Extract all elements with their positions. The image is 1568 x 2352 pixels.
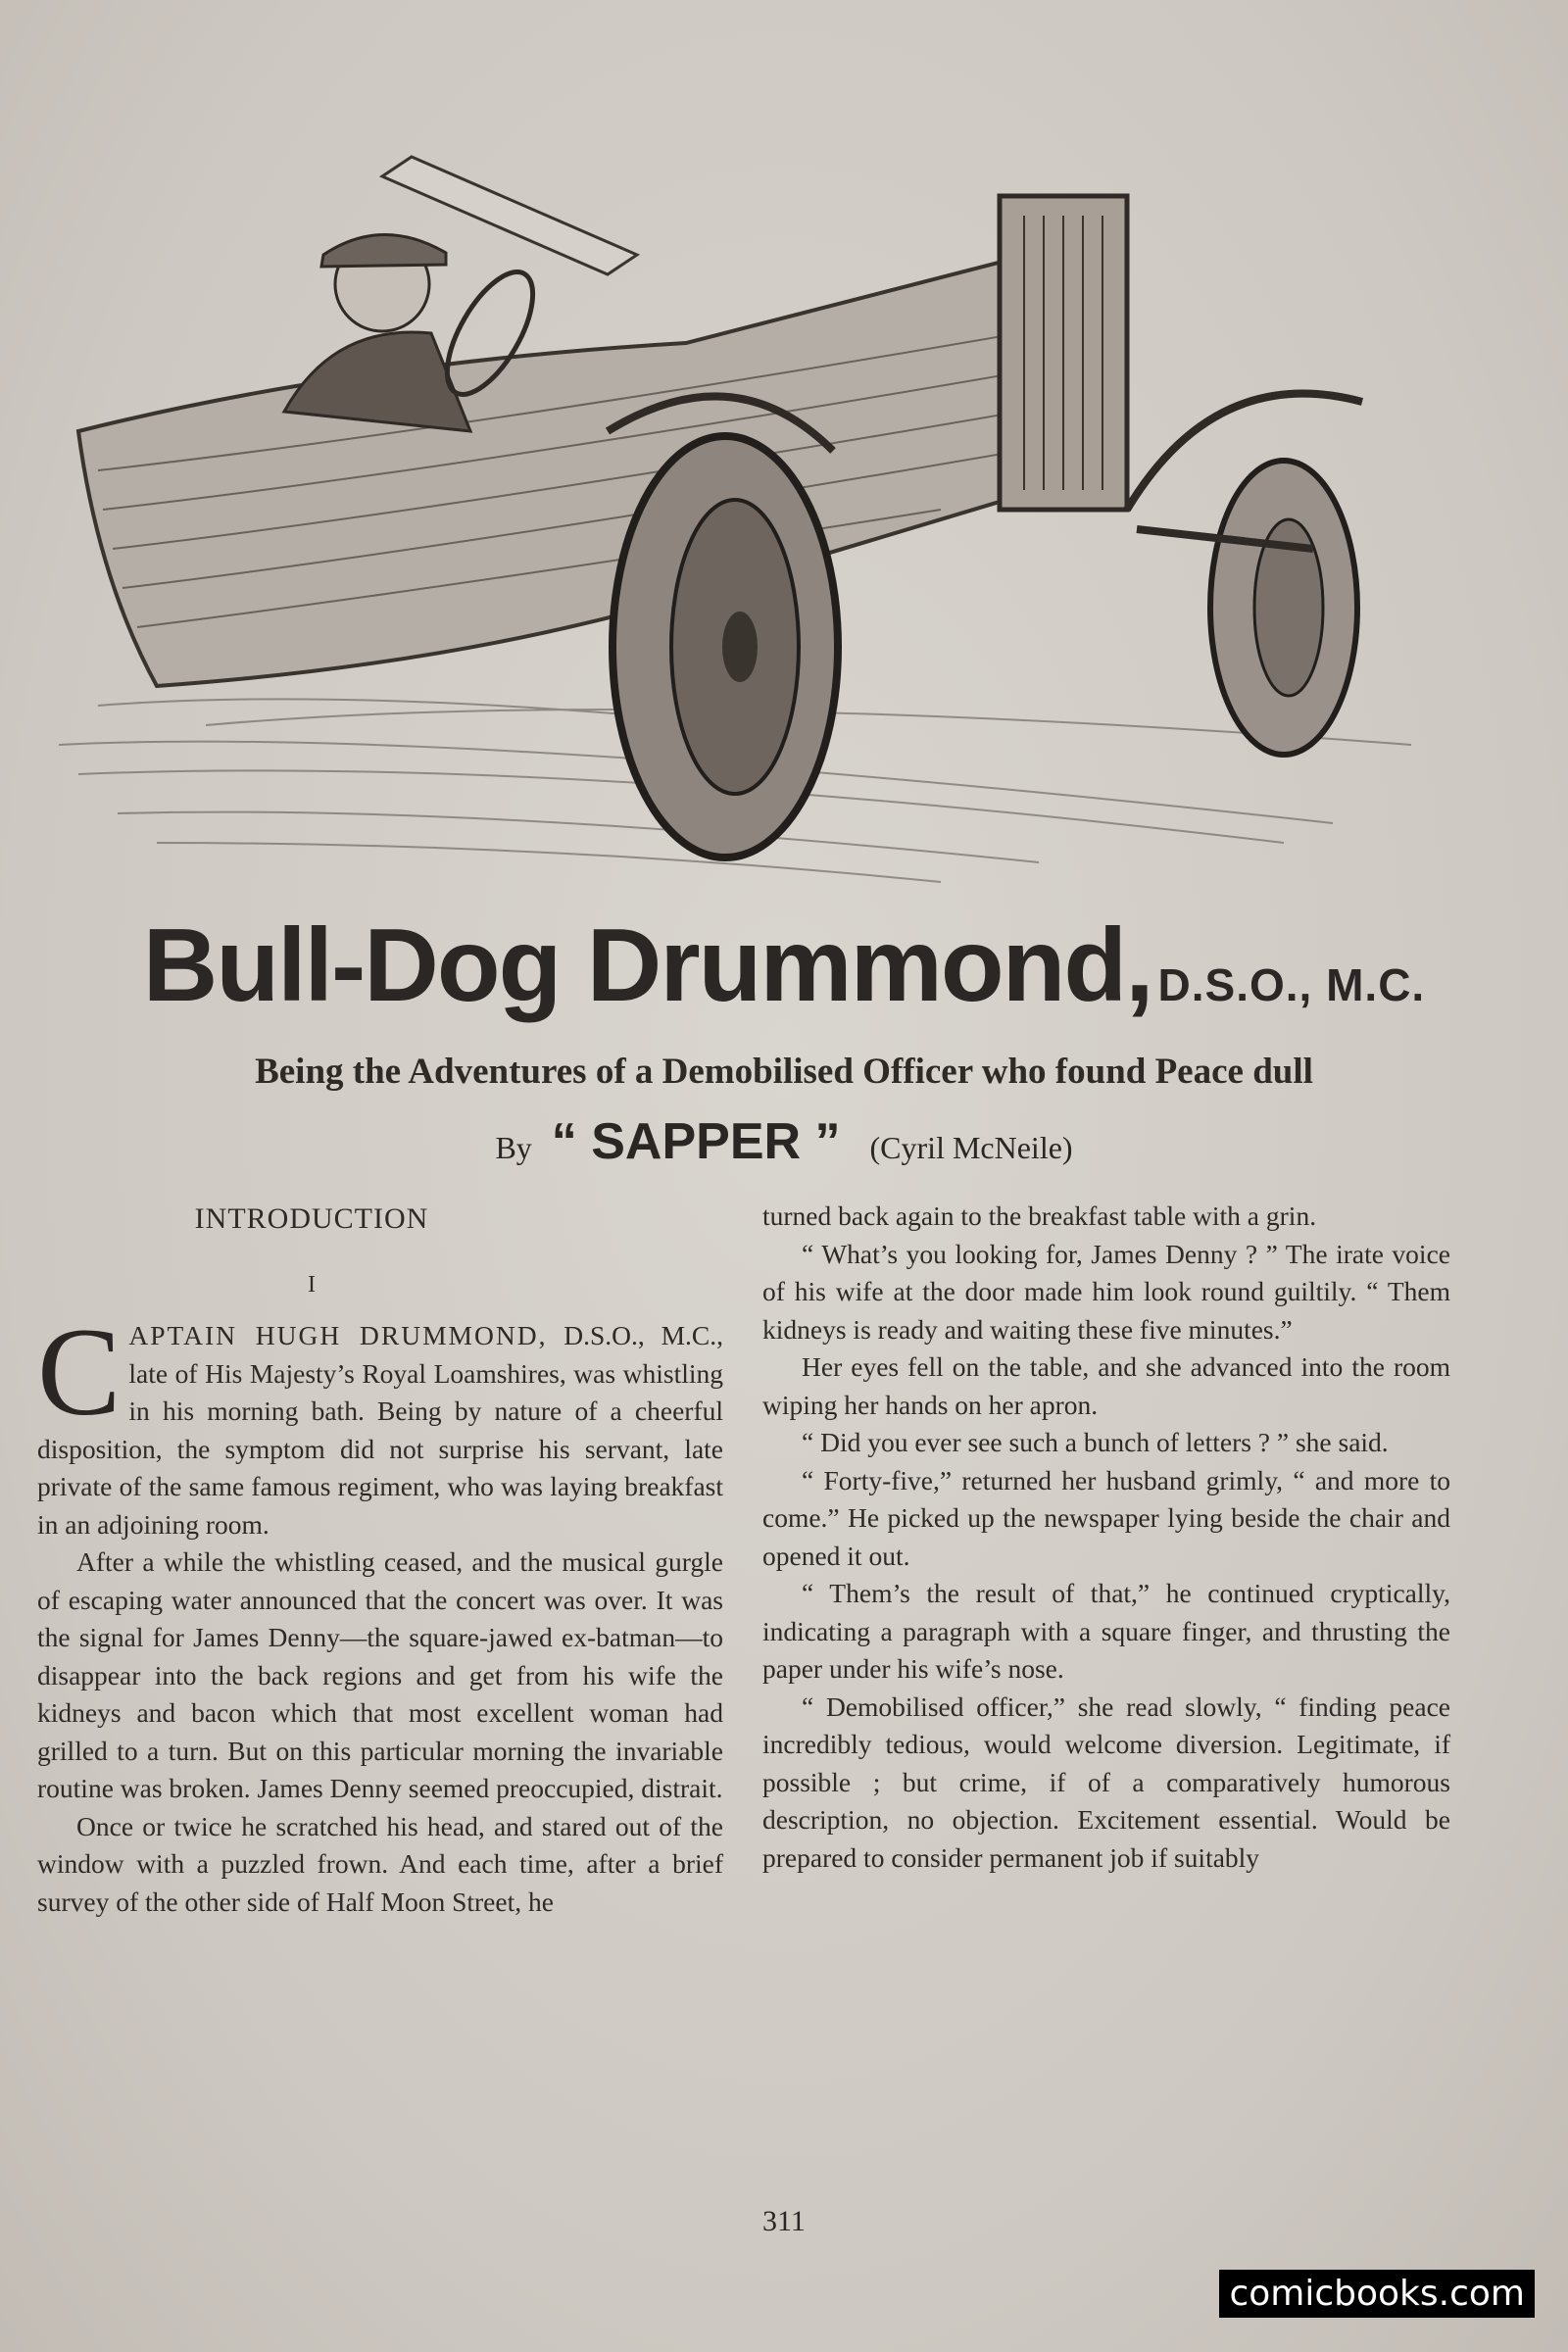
byline <box>0 1112 1568 1171</box>
section-heading: INTRODUCTION <box>194 1202 429 1235</box>
paragraph: “ Them’s the result of that,” he continued cryptically, indicating a paragraph with a square finger, and thrusting the paper under his wife’s nose. <box>762 1578 1450 1684</box>
article-title <box>0 906 1568 1025</box>
car-illustration <box>59 137 1421 902</box>
text-column-left <box>37 1191 723 1921</box>
paragraph: Her eyes fell on the table, and she advanced into the room wiping her hands on her apron. <box>762 1351 1450 1420</box>
page-number: 311 <box>762 2205 806 2237</box>
paragraph: “ Forty-five,” returned her husband grimly, “ and more to come.” He picked up the newspaper lying beside the chair and opened it out. <box>762 1464 1450 1571</box>
byline-real-name: (Cyril McNeile) <box>869 1130 1073 1165</box>
paragraph: “ Demobilised officer,” she read slowly, “ finding peace incredibly tedious, would welcome diversion. Legitimate, if possible ; but crime, if of a comparatively humorous description, no objection. Excitement essential. Would be prepared to consider permanent job if suitably <box>762 1690 1450 1873</box>
byline-author: “ SAPPER ” <box>551 1113 841 1170</box>
paragraph: “ What’s you looking for, James Denny ? ” The irate voice of his wife at the door made him look round guiltily. “ Them kidneys is ready and waiting these five minutes.” <box>762 1238 1450 1345</box>
first-line: APTAIN HUGH DRUMMOND, <box>128 1320 548 1350</box>
paragraph: After a while the whistling ceased, and the musical gurgle of escaping water announced that the concert was over. It was the signal for James Denny—the square-jawed ex-batman—to disappear into the back regions and get from his wife the kidneys and bacon which that most excellent woman had grilled to a turn. But on this particular morning the invariable routine was broken. James Denny seemed preoccupied, distrait. <box>37 1546 723 1803</box>
title-suffix: D.S.O., M.C. <box>1157 959 1426 1010</box>
paragraph <box>37 1302 724 1544</box>
paragraph: Once or twice he scratched his head, and stared out of the window with a puzzled frown. And each time, after a brief survey of the other side of Half Moon Street, he <box>37 1810 723 1917</box>
paragraph: turned back again to the breakfast table with a grin. <box>762 1200 1317 1231</box>
dropcap: C <box>37 1302 122 1442</box>
title-main: Bull-Dog Drummond, <box>142 907 1152 1023</box>
source-watermark: comicbooks.com <box>1219 2270 1535 2318</box>
article-subtitle: Being the Adventures of a Demobilised Officer who found Peace dull <box>255 1052 1313 1092</box>
text-column-right <box>762 1198 1450 1877</box>
section-number: I <box>308 1271 316 1298</box>
first-para-text: D.S.O., M.C., late of His Majesty’s Royal Loamshires, was whistling in his morning bath. Being by nature of a cheerful disposition, the symptom did not surprise his servant, late private of the same famous regiment, who was laying breakfast in an adjoining room. <box>37 1320 724 1540</box>
paragraph: “ Did you ever see such a bunch of letters ? ” she said. <box>802 1427 1389 1457</box>
byline-by: By <box>495 1130 532 1165</box>
